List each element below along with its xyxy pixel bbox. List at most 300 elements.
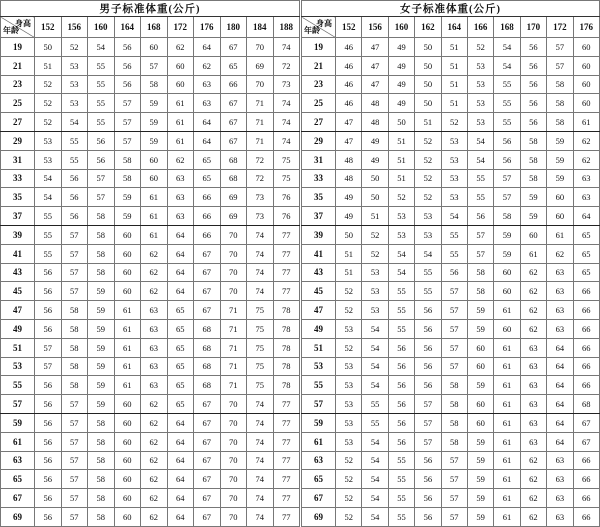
men-weight-cell: 74	[247, 470, 274, 489]
men-weight-cell: 65	[167, 357, 194, 376]
women-weight-cell: 53	[415, 225, 441, 244]
women-weight-cell: 55	[467, 169, 493, 188]
men-weight-cell: 56	[114, 38, 141, 57]
women-weight-cell: 62	[520, 470, 546, 489]
women-weight-cell: 55	[388, 507, 414, 526]
men-weight-cell: 69	[220, 188, 247, 207]
men-table-row	[1, 432, 300, 451]
men-weight-cell: 61	[167, 131, 194, 150]
women-weight-cell: 54	[362, 338, 388, 357]
men-weight-cell: 71	[220, 357, 247, 376]
women-weight-cell: 56	[415, 451, 441, 470]
women-age-cell: 53	[302, 357, 336, 376]
women-weight-cell: 59	[547, 131, 573, 150]
women-weight-cell: 52	[336, 507, 362, 526]
women-age-cell: 25	[302, 94, 336, 113]
men-weight-cell: 67	[194, 263, 221, 282]
men-weight-cell: 57	[61, 470, 88, 489]
women-weight-cell: 56	[520, 56, 546, 75]
men-weight-cell: 74	[273, 38, 300, 57]
men-weight-cell: 59	[88, 282, 115, 301]
women-table-row	[302, 470, 600, 489]
men-weight-cell: 57	[61, 282, 88, 301]
women-weight-cell: 51	[388, 131, 414, 150]
men-weight-cell: 64	[194, 131, 221, 150]
women-table-row	[302, 244, 600, 263]
men-weight-cell: 62	[141, 244, 168, 263]
men-weight-cell: 55	[88, 56, 115, 75]
men-weight-cell: 56	[35, 507, 62, 526]
men-weight-cell: 74	[247, 451, 274, 470]
men-weight-cell: 68	[194, 357, 221, 376]
women-weight-cell: 54	[388, 263, 414, 282]
women-weight-cell: 56	[388, 413, 414, 432]
women-weight-cell: 60	[467, 338, 493, 357]
women-corner-height-label: 身高	[316, 19, 332, 28]
women-weight-cell: 59	[520, 188, 546, 207]
women-weight-cell: 52	[388, 188, 414, 207]
women-weight-cell: 53	[467, 94, 493, 113]
men-weight-cell: 60	[114, 489, 141, 508]
men-weight-cell: 64	[167, 451, 194, 470]
men-weight-cell: 63	[194, 94, 221, 113]
women-table-row	[302, 357, 600, 376]
men-table-row	[1, 75, 300, 94]
men-weight-cell: 65	[167, 338, 194, 357]
men-weight-cell: 63	[194, 75, 221, 94]
women-age-cell: 43	[302, 263, 336, 282]
women-weight-cell: 64	[547, 413, 573, 432]
women-table-row	[302, 207, 600, 226]
women-weight-cell: 59	[467, 489, 493, 508]
women-weight-cell: 59	[467, 376, 493, 395]
men-weight-cell: 74	[273, 113, 300, 132]
women-weight-cell: 58	[467, 263, 493, 282]
men-weight-cell: 56	[35, 376, 62, 395]
men-age-cell: 41	[1, 244, 35, 263]
women-age-cell: 57	[302, 395, 336, 414]
women-age-cell: 59	[302, 413, 336, 432]
women-weight-cell: 55	[388, 451, 414, 470]
men-weight-cell: 73	[247, 188, 274, 207]
men-weight-cell: 66	[194, 188, 221, 207]
men-weight-cell: 56	[88, 131, 115, 150]
men-corner-age-label: 年龄	[3, 26, 19, 35]
women-weight-cell: 55	[388, 470, 414, 489]
women-weight-cell: 52	[441, 113, 467, 132]
women-age-cell: 41	[302, 244, 336, 263]
women-weight-cell: 62	[520, 282, 546, 301]
men-table-row	[1, 319, 300, 338]
men-weight-cell: 56	[61, 169, 88, 188]
men-weight-cell: 62	[141, 507, 168, 526]
women-weight-cell: 59	[494, 225, 520, 244]
men-table-row	[1, 338, 300, 357]
women-weight-cell: 56	[388, 357, 414, 376]
women-weight-cell: 63	[520, 395, 546, 414]
men-weight-cell: 77	[273, 470, 300, 489]
men-weight-cell: 57	[61, 244, 88, 263]
men-weight-cell: 55	[88, 75, 115, 94]
women-weight-cell: 63	[547, 301, 573, 320]
women-weight-cell: 56	[415, 301, 441, 320]
men-age-cell: 29	[1, 131, 35, 150]
women-weight-cell: 52	[362, 225, 388, 244]
men-table-row	[1, 207, 300, 226]
women-weight-cell: 52	[415, 150, 441, 169]
women-weight-cell: 60	[494, 282, 520, 301]
women-weight-cell: 56	[415, 319, 441, 338]
women-weight-cell: 61	[494, 451, 520, 470]
women-weight-cell: 62	[547, 244, 573, 263]
men-weight-cell: 61	[141, 207, 168, 226]
women-weight-cell: 54	[388, 244, 414, 263]
men-weight-cell: 70	[220, 507, 247, 526]
men-weight-cell: 52	[35, 113, 62, 132]
men-weight-cell: 64	[167, 263, 194, 282]
women-weight-cell: 54	[415, 244, 441, 263]
men-weight-cell: 58	[88, 432, 115, 451]
women-weight-cell: 50	[336, 225, 362, 244]
men-weight-cell: 67	[194, 451, 221, 470]
men-weight-cell: 58	[88, 413, 115, 432]
men-weight-cell: 75	[247, 301, 274, 320]
men-height-header: 156	[61, 17, 88, 38]
men-weight-cell: 67	[194, 395, 221, 414]
women-table-row	[302, 282, 600, 301]
men-weight-cell: 56	[114, 75, 141, 94]
men-weight-cell: 68	[194, 319, 221, 338]
women-table-title: 女子标准体重(公斤)	[302, 1, 600, 17]
men-table-row	[1, 395, 300, 414]
men-weight-cell: 67	[220, 131, 247, 150]
women-weight-cell: 66	[573, 319, 599, 338]
men-weight-cell: 58	[61, 357, 88, 376]
women-table-row	[302, 150, 600, 169]
men-weight-cell: 78	[273, 338, 300, 357]
women-height-header: 160	[388, 17, 414, 38]
men-weight-cell: 54	[88, 38, 115, 57]
women-weight-cell: 55	[388, 282, 414, 301]
women-weight-cell: 56	[520, 113, 546, 132]
men-weight-cell: 56	[35, 263, 62, 282]
men-weight-cell: 61	[114, 319, 141, 338]
women-weight-cell: 57	[441, 301, 467, 320]
women-height-header: 156	[362, 17, 388, 38]
women-table-row	[302, 75, 600, 94]
men-weight-cell: 74	[247, 432, 274, 451]
men-age-cell: 43	[1, 263, 35, 282]
women-weight-cell: 55	[388, 489, 414, 508]
men-weight-cell: 56	[35, 395, 62, 414]
men-weight-cell: 65	[167, 319, 194, 338]
men-age-cell: 47	[1, 301, 35, 320]
men-weight-cell: 74	[247, 244, 274, 263]
women-weight-cell: 53	[336, 376, 362, 395]
women-age-cell: 51	[302, 338, 336, 357]
men-weight-cell: 74	[247, 413, 274, 432]
men-weight-cell: 57	[114, 94, 141, 113]
women-weight-cell: 46	[336, 56, 362, 75]
men-age-cell: 61	[1, 432, 35, 451]
men-age-cell: 27	[1, 113, 35, 132]
men-weight-cell: 56	[35, 451, 62, 470]
men-weight-cell: 78	[273, 301, 300, 320]
men-table-row	[1, 413, 300, 432]
women-weight-cell: 61	[494, 413, 520, 432]
men-weight-cell: 57	[35, 357, 62, 376]
women-weight-cell: 54	[362, 357, 388, 376]
men-weight-cell: 63	[141, 319, 168, 338]
women-weight-cell: 62	[520, 489, 546, 508]
men-weight-cell: 57	[61, 263, 88, 282]
men-weight-cell: 78	[273, 357, 300, 376]
men-table-row	[1, 113, 300, 132]
men-weight-cell: 67	[194, 507, 221, 526]
men-weight-cell: 66	[194, 207, 221, 226]
women-table-row	[302, 169, 600, 188]
women-weight-cell: 55	[441, 244, 467, 263]
women-weight-cell: 56	[388, 395, 414, 414]
women-weight-cell: 54	[362, 507, 388, 526]
women-weight-cell: 52	[336, 451, 362, 470]
men-weight-cell: 58	[88, 244, 115, 263]
women-weight-cell: 58	[547, 75, 573, 94]
men-weight-cell: 61	[114, 301, 141, 320]
women-weight-cell: 57	[441, 357, 467, 376]
men-weight-cell: 74	[273, 131, 300, 150]
women-weight-cell: 52	[415, 188, 441, 207]
women-standard-weight-table	[301, 0, 600, 527]
women-age-cell: 49	[302, 319, 336, 338]
men-age-cell: 33	[1, 169, 35, 188]
women-weight-cell: 51	[441, 56, 467, 75]
women-weight-cell: 67	[573, 413, 599, 432]
women-weight-cell: 62	[520, 301, 546, 320]
men-weight-cell: 73	[247, 207, 274, 226]
women-weight-cell: 64	[547, 395, 573, 414]
men-weight-cell: 70	[220, 432, 247, 451]
women-weight-cell: 57	[494, 188, 520, 207]
women-weight-cell: 58	[520, 131, 546, 150]
men-age-cell: 53	[1, 357, 35, 376]
men-weight-cell: 70	[247, 75, 274, 94]
men-age-cell: 69	[1, 507, 35, 526]
women-weight-cell: 60	[520, 225, 546, 244]
men-weight-cell: 58	[88, 470, 115, 489]
women-weight-cell: 51	[362, 207, 388, 226]
women-weight-cell: 60	[494, 319, 520, 338]
women-weight-cell: 66	[573, 451, 599, 470]
women-weight-cell: 58	[547, 94, 573, 113]
men-weight-cell: 77	[273, 432, 300, 451]
men-age-cell: 57	[1, 395, 35, 414]
women-weight-cell: 50	[362, 188, 388, 207]
men-height-header: 176	[194, 17, 221, 38]
men-weight-cell: 56	[35, 301, 62, 320]
women-weight-cell: 52	[336, 282, 362, 301]
men-table-row	[1, 131, 300, 150]
men-weight-cell: 75	[273, 150, 300, 169]
women-weight-cell: 63	[547, 282, 573, 301]
men-weight-cell: 55	[35, 244, 62, 263]
women-weight-cell: 51	[388, 169, 414, 188]
women-weight-cell: 63	[547, 470, 573, 489]
men-weight-cell: 60	[114, 263, 141, 282]
women-weight-cell: 51	[336, 244, 362, 263]
men-weight-cell: 63	[141, 301, 168, 320]
men-weight-cell: 56	[61, 207, 88, 226]
women-age-cell: 47	[302, 301, 336, 320]
men-weight-cell: 71	[220, 301, 247, 320]
men-weight-cell: 55	[88, 94, 115, 113]
men-height-header: 160	[88, 17, 115, 38]
men-weight-cell: 53	[61, 94, 88, 113]
men-weight-cell: 59	[88, 301, 115, 320]
men-table-row	[1, 301, 300, 320]
men-height-header: 168	[141, 17, 168, 38]
men-table-title: 男子标准体重(公斤)	[1, 1, 300, 17]
women-weight-cell: 56	[441, 263, 467, 282]
men-weight-cell: 65	[167, 301, 194, 320]
women-weight-cell: 56	[415, 338, 441, 357]
men-age-cell: 25	[1, 94, 35, 113]
men-weight-cell: 74	[247, 395, 274, 414]
women-weight-cell: 63	[547, 319, 573, 338]
women-weight-cell: 47	[336, 113, 362, 132]
women-weight-cell: 56	[388, 338, 414, 357]
women-weight-cell: 56	[494, 131, 520, 150]
women-corner-age-label: 年龄	[304, 26, 320, 35]
men-weight-cell: 61	[167, 113, 194, 132]
men-weight-cell: 54	[35, 169, 62, 188]
men-weight-cell: 60	[114, 282, 141, 301]
men-weight-cell: 65	[194, 169, 221, 188]
men-weight-cell: 61	[167, 94, 194, 113]
women-weight-cell: 66	[573, 338, 599, 357]
women-weight-cell: 59	[467, 451, 493, 470]
men-weight-cell: 67	[194, 301, 221, 320]
women-weight-cell: 53	[388, 207, 414, 226]
women-weight-cell: 60	[547, 207, 573, 226]
women-weight-cell: 53	[336, 395, 362, 414]
men-weight-cell: 60	[167, 75, 194, 94]
women-height-header: 168	[494, 17, 520, 38]
women-weight-cell: 61	[494, 376, 520, 395]
men-corner-header	[1, 17, 35, 38]
women-weight-cell: 50	[362, 169, 388, 188]
men-weight-cell: 72	[273, 56, 300, 75]
women-table-row	[302, 395, 600, 414]
men-weight-cell: 56	[35, 489, 62, 508]
women-weight-cell: 53	[362, 282, 388, 301]
women-weight-cell: 61	[494, 470, 520, 489]
women-age-cell: 27	[302, 113, 336, 132]
men-weight-cell: 64	[167, 282, 194, 301]
men-weight-cell: 62	[141, 413, 168, 432]
men-weight-cell: 52	[61, 38, 88, 57]
women-weight-cell: 52	[336, 338, 362, 357]
women-weight-cell: 54	[362, 376, 388, 395]
women-weight-cell: 53	[467, 75, 493, 94]
women-weight-cell: 58	[441, 432, 467, 451]
women-weight-cell: 66	[573, 301, 599, 320]
women-table-row	[302, 131, 600, 150]
women-weight-cell: 59	[467, 470, 493, 489]
men-table-row	[1, 357, 300, 376]
men-weight-cell: 58	[61, 376, 88, 395]
women-weight-cell: 55	[494, 113, 520, 132]
women-weight-cell: 61	[573, 113, 599, 132]
women-weight-cell: 61	[547, 225, 573, 244]
women-age-cell: 21	[302, 56, 336, 75]
women-weight-cell: 63	[573, 188, 599, 207]
women-weight-cell: 51	[441, 94, 467, 113]
women-weight-cell: 62	[520, 507, 546, 526]
women-weight-cell: 53	[467, 56, 493, 75]
men-weight-cell: 60	[114, 470, 141, 489]
men-weight-cell: 78	[273, 319, 300, 338]
men-height-header: 164	[114, 17, 141, 38]
women-weight-cell: 47	[362, 75, 388, 94]
women-weight-cell: 60	[467, 357, 493, 376]
men-weight-cell: 69	[220, 207, 247, 226]
men-weight-cell: 57	[61, 451, 88, 470]
men-weight-cell: 57	[61, 395, 88, 414]
women-weight-cell: 51	[441, 38, 467, 57]
women-weight-cell: 53	[336, 413, 362, 432]
women-table-row	[302, 301, 600, 320]
women-age-cell: 35	[302, 188, 336, 207]
men-weight-cell: 70	[220, 395, 247, 414]
men-weight-cell: 70	[220, 489, 247, 508]
men-weight-cell: 68	[220, 169, 247, 188]
men-weight-cell: 60	[114, 432, 141, 451]
men-weight-cell: 77	[273, 489, 300, 508]
men-weight-cell: 61	[141, 225, 168, 244]
men-age-cell: 35	[1, 188, 35, 207]
women-weight-cell: 46	[336, 38, 362, 57]
women-weight-cell: 64	[547, 432, 573, 451]
men-weight-cell: 67	[220, 38, 247, 57]
men-weight-cell: 58	[88, 263, 115, 282]
women-weight-cell: 63	[547, 489, 573, 508]
women-weight-cell: 53	[441, 131, 467, 150]
women-weight-cell: 57	[415, 432, 441, 451]
women-weight-cell: 66	[573, 357, 599, 376]
men-weight-cell: 71	[247, 113, 274, 132]
women-weight-cell: 50	[415, 56, 441, 75]
men-weight-cell: 55	[61, 131, 88, 150]
men-weight-cell: 61	[114, 376, 141, 395]
men-height-header: 172	[167, 17, 194, 38]
women-weight-cell: 57	[441, 489, 467, 508]
men-weight-cell: 61	[114, 338, 141, 357]
women-age-cell: 65	[302, 470, 336, 489]
women-weight-cell: 54	[362, 319, 388, 338]
men-weight-cell: 70	[220, 225, 247, 244]
men-table-row	[1, 94, 300, 113]
women-weight-cell: 52	[362, 244, 388, 263]
men-weight-cell: 70	[220, 263, 247, 282]
women-table-row	[302, 507, 600, 526]
women-weight-cell: 55	[388, 301, 414, 320]
women-weight-cell: 56	[520, 75, 546, 94]
men-table-row	[1, 376, 300, 395]
men-weight-cell: 71	[247, 94, 274, 113]
men-weight-cell: 63	[167, 188, 194, 207]
women-age-cell: 23	[302, 75, 336, 94]
